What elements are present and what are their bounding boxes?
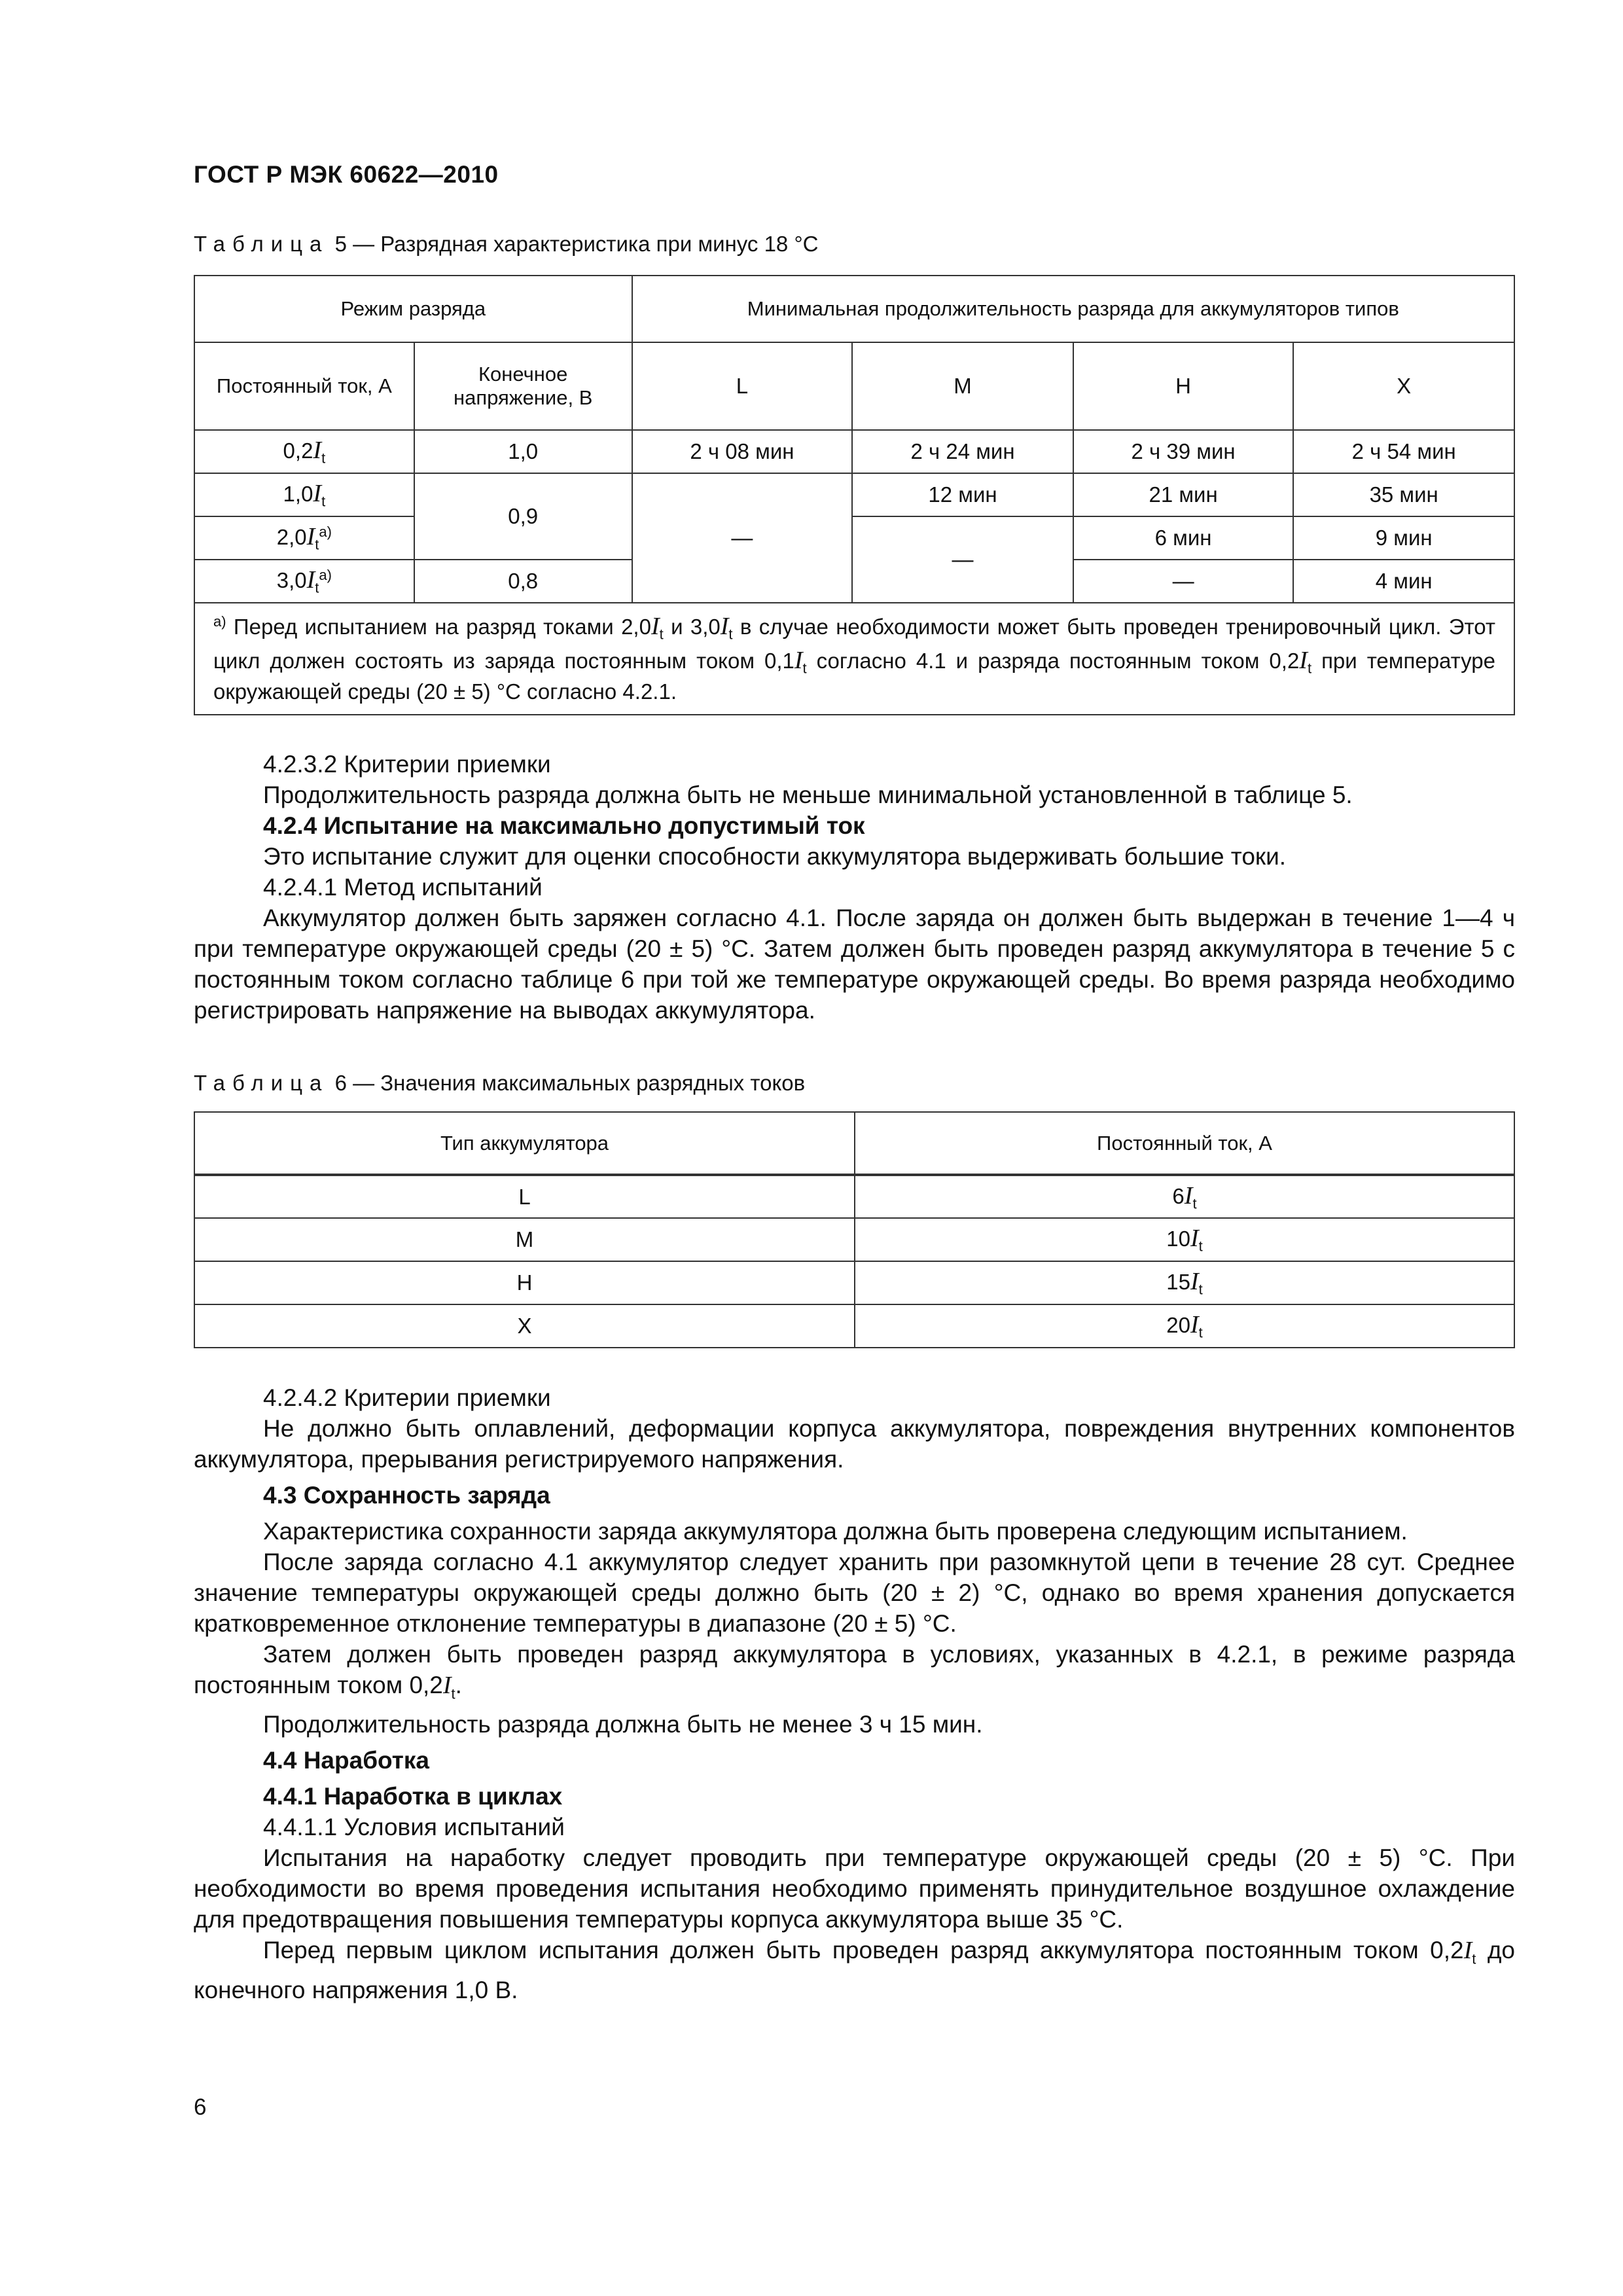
heading-4-4-1: 4.4.1 Наработка в циклах xyxy=(263,1783,563,1810)
table-row xyxy=(194,1261,1514,1304)
current-cell: $0,2I_t$ xyxy=(194,430,414,473)
current-cell: $15I_t$ xyxy=(855,1261,1514,1304)
paragraph: Затем должен быть проведен разряд аккумулятора в условиях, указанных в 4.2.1, в режиме разряда постоянным током $0,2I_t$. xyxy=(194,1641,1515,1702)
value-cell: 6 мин xyxy=(1073,516,1294,560)
table5-caption-label: Таблица xyxy=(194,232,329,256)
paragraph: Характеристика сохранности заряда аккумулятора должна быть проверена следующим испытанием. xyxy=(263,1518,1408,1545)
type-cell: H xyxy=(194,1261,855,1304)
value-cell: 9 мин xyxy=(1293,516,1514,560)
table-row xyxy=(194,473,1514,516)
voltage-cell: 0,9 xyxy=(414,473,632,560)
table-6 xyxy=(194,1111,1515,1348)
header-end-voltage: Конечное напряжение, В xyxy=(414,342,632,430)
heading-4-2-3-2: 4.2.3.2 Критерии приемки xyxy=(263,751,551,778)
table6-caption-label: Таблица xyxy=(194,1071,329,1095)
table-5 xyxy=(194,275,1515,715)
heading-4-2-4-2: 4.2.4.2 Критерии приемки xyxy=(263,1384,551,1411)
value-cell: 2 ч 54 мин xyxy=(1293,430,1514,473)
value-cell: — xyxy=(1073,560,1294,603)
table6-caption xyxy=(194,1071,805,1096)
paragraph: Это испытание служит для оценки способности аккумулятора выдерживать большие токи. xyxy=(263,843,1287,870)
table5-caption-text: 5 — Разрядная характеристика при минус 18 °C xyxy=(334,232,819,256)
table5-caption xyxy=(194,232,819,257)
current-cell: $20I_t$ xyxy=(855,1304,1514,1348)
current-cell: $6I_t$ xyxy=(855,1175,1514,1218)
paragraph: После заряда согласно 4.1 аккумулятор следует хранить при разомкнутой цепи в течение 28 сут. Среднее значение температуры окружающей среды должно быть (20 ± 2) °С, однако во время хранения допускается кратковременное отклонение температуры в диапазоне (20 ± 5) °С. xyxy=(194,1549,1515,1637)
header-discharge-mode: Режим разряда xyxy=(194,276,632,342)
header-min-duration: Минимальная продолжительность разряда для аккумуляторов типов xyxy=(632,276,1514,342)
voltage-cell: 0,8 xyxy=(414,560,632,603)
paragraph: Испытания на наработку следует проводить при температуре окружающей среды (20 ± 5) °С. При необходимости во время проведения испытания необходимо применять принудительное воздушное охлаждение для предотвращения повышения температуры корпуса аккумулятора выше 35 °С. xyxy=(194,1844,1515,1933)
table6-caption-text: 6 — Значения максимальных разрядных токов xyxy=(334,1071,806,1095)
header-constant-current: Постоянный ток, А xyxy=(194,342,414,430)
voltage-cell: 1,0 xyxy=(414,430,632,473)
dash-cell: — xyxy=(852,516,1073,603)
document-header: ГОСТ Р МЭК 60622—2010 xyxy=(194,161,499,188)
current-cell: $10I_t$ xyxy=(855,1218,1514,1261)
value-cell: 12 мин xyxy=(852,473,1073,516)
paragraph: Не должно быть оплавлений, деформации корпуса аккумулятора, повреждения внутренних компонентов аккумулятора, прерывания регистрируемого напряжения. xyxy=(194,1415,1515,1473)
header-type-x: X xyxy=(1293,342,1514,430)
header-type-h: H xyxy=(1073,342,1294,430)
current-cell: $2,0I_t^{а)}$ xyxy=(194,516,414,560)
table-row xyxy=(194,1175,1514,1218)
header-constant-current: Постоянный ток, А xyxy=(855,1112,1514,1175)
header-type-l: L xyxy=(632,342,853,430)
value-cell: 2 ч 24 мин xyxy=(852,430,1073,473)
current-cell: $1,0I_t$ xyxy=(194,473,414,516)
type-cell: M xyxy=(194,1218,855,1261)
table5-footnote: $^{а)}$ Перед испытанием на разряд токами $2,0I_t$ и $3,0I_t$ в случае необходимости может быть проведен тренировочный цикл. Этот цикл должен состоять из заряда постоянным током $0,1I_t$ согласно 4.1 и разряда постоянным током $0,2I_t$ при температуре окружающей среды (20 ± 5) °С согласно 4.2.1. xyxy=(194,603,1514,715)
heading-4-2-4: 4.2.4 Испытание на максимально допустимый ток xyxy=(263,812,865,839)
current-cell: $3,0I_t^{а)}$ xyxy=(194,560,414,603)
heading-4-2-4-1: 4.2.4.1 Метод испытаний xyxy=(263,874,543,901)
heading-4-3: 4.3 Сохранность заряда xyxy=(263,1482,550,1509)
dash-cell: — xyxy=(632,473,853,603)
page-number: 6 xyxy=(194,2094,207,2120)
type-cell: X xyxy=(194,1304,855,1348)
section-4-2-4-2-to-4-4-1-1 xyxy=(194,1382,1515,2005)
section-4-2-3-2-to-4-2-4-1 xyxy=(194,749,1515,1026)
header-battery-type: Тип аккумулятора xyxy=(194,1112,855,1175)
table-row xyxy=(194,1218,1514,1261)
heading-4-4: 4.4 Наработка xyxy=(263,1747,429,1774)
value-cell: 2 ч 39 мин xyxy=(1073,430,1294,473)
value-cell: 21 мин xyxy=(1073,473,1294,516)
paragraph: Продолжительность разряда должна быть не менее 3 ч 15 мин. xyxy=(263,1711,983,1738)
type-cell: L xyxy=(194,1175,855,1218)
paragraph: Аккумулятор должен быть заряжен согласно 4.1. После заряда он должен быть выдержан в течение 1—4 ч при температуре окружающей среды (20 ± 5) °С. Затем должен быть проведен разряд аккумулятора в течение 5 с постоянным током согласно таблице 6 при той же температуре окружающей среды. Во время разряда необходимо регистрировать напряжение на выводах аккумулятора. xyxy=(194,905,1515,1024)
paragraph: Перед первым циклом испытания должен быть проведен разряд аккумулятора постоянным током $0,2I_t$ до конечного напряжения 1,0 В. xyxy=(194,1937,1515,2003)
table-row xyxy=(194,430,1514,473)
heading-4-4-1-1: 4.4.1.1 Условия испытаний xyxy=(263,1814,565,1841)
value-cell: 4 мин xyxy=(1293,560,1514,603)
table-row xyxy=(194,516,1514,560)
header-type-m: M xyxy=(852,342,1073,430)
value-cell: 35 мин xyxy=(1293,473,1514,516)
value-cell: 2 ч 08 мин xyxy=(632,430,853,473)
table-row xyxy=(194,1304,1514,1348)
paragraph: Продолжительность разряда должна быть не меньше минимальной установленной в таблице 5. xyxy=(263,781,1353,808)
